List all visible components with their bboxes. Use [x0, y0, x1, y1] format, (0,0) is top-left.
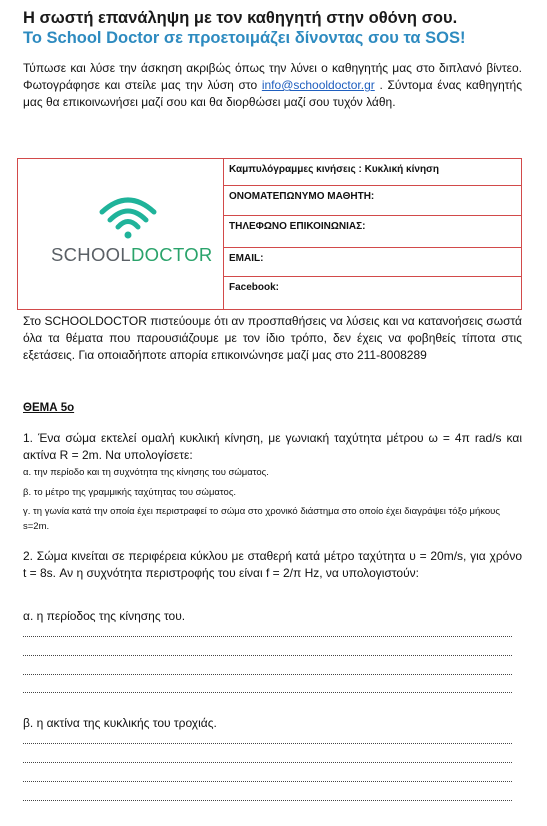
- intro-paragraph: [23, 60, 522, 111]
- question-1-b: β. το μέτρο της γραμμικής ταχύτητας του σώματος.: [23, 487, 237, 498]
- row-phone[interactable]: [224, 216, 521, 248]
- topic-label: Καμπυλόγραμμες κινήσεις : Κυκλική κίνηση: [229, 164, 440, 175]
- question-1-c: γ. τη γωνία κατά την οποία έχει περιστραφεί το σώμα στο χρονικό διάστημα στο οποίο έχει διαγράψει τόξο μήκους s=2m.: [23, 506, 500, 532]
- email-label: EMAIL:: [229, 253, 264, 264]
- student-name-label: ΟΝΟΜΑΤΕΠΩΝΥΜΟ ΜΑΘΗΤΗ:: [229, 191, 375, 202]
- answer-line[interactable]: [23, 762, 512, 763]
- student-info-table: [17, 158, 522, 310]
- row-topic: [224, 159, 521, 186]
- intro-text-after: . Σύντομα ένας καθηγητής μας θα επικοινωνήσει μαζί σου και θα διορθώσει μαζί σου τυχόν λάθη.: [23, 78, 523, 109]
- answer-line[interactable]: [23, 674, 512, 675]
- row-email[interactable]: [224, 248, 521, 277]
- answer-line[interactable]: [23, 781, 512, 782]
- intro-text-before: Τύπωσε και λύσε την άσκηση ακριβώς όπως την λύνει ο καθηγητής μας στο διπλανό βίντεο. Φωτογράφησε και στείλε μας την λύση στο: [23, 61, 522, 92]
- schooldoctor-logo: [51, 244, 213, 266]
- email-link[interactable]: info@schooldoctor.gr: [261, 78, 375, 92]
- wifi-signal-icon: [98, 194, 158, 240]
- question-2-b: β. η ακτίνα της κυκλικής του τροχιάς.: [23, 716, 217, 730]
- question-2-a: α. η περίοδος της κίνησης του.: [23, 609, 186, 623]
- logo-cell: [18, 159, 224, 309]
- header-title: Η σωστή επανάληψη με τον καθηγητή στην οθόνη σου.: [23, 9, 458, 27]
- info-column: [224, 159, 521, 309]
- question-2: 2. Σώμα κινείται σε περιφέρεια κύκλου με σταθερή κατά μέτρο ταχύτητα υ = 20m/s, για χρόνο t = 8s. Αν η συχνότητα περιστροφής του είναι f = 2/π Hz, να υπολογιστούν:: [23, 549, 522, 580]
- facebook-label: Facebook:: [229, 282, 280, 293]
- question-1-a: α. την περίοδο και τη συχνότητα της κίνησης του σώματος.: [23, 467, 269, 478]
- answer-line[interactable]: [23, 692, 512, 693]
- row-student-name[interactable]: [224, 186, 521, 216]
- question-1: 1. Ένα σώμα εκτελεί ομαλή κυκλική κίνηση, με γωνιακή ταχύτητα μέτρου ω = 4π rad/s και ακτίνα R = 2m. Να υπολογίσετε:: [23, 431, 522, 462]
- row-facebook[interactable]: [224, 277, 521, 309]
- answer-line[interactable]: [23, 743, 512, 744]
- header-subtitle: Το School Doctor σε προετοιμάζει δίνοντας σου τα SOS!: [23, 29, 466, 47]
- phone-label: ΤΗΛΕΦΩΝΟ ΕΠΙΚΟΙΝΩΝΙΑΣ:: [229, 221, 366, 232]
- logo-part-school: SCHOOL: [51, 244, 131, 265]
- answer-line[interactable]: [23, 636, 512, 637]
- info-paragraph: Στο SCHOOLDOCTOR πιστεύουμε ότι αν προσπαθήσεις να λύσεις και να κατανοήσεις σωστά όλα τα θέματα που παρουσιάζουμε με τον ίδιο τρόπο, δεν έχεις να φοβηθείς τίποτα στις εξετάσεις. Για οποιαδήποτε απορία επικοινώνησε μαζί μας στο 211-8008289: [23, 314, 522, 362]
- answer-line[interactable]: [23, 800, 512, 801]
- theme-title: ΘΕΜΑ 5ο: [23, 402, 75, 414]
- answer-line[interactable]: [23, 655, 512, 656]
- logo-part-doctor: DOCTOR: [130, 244, 213, 265]
